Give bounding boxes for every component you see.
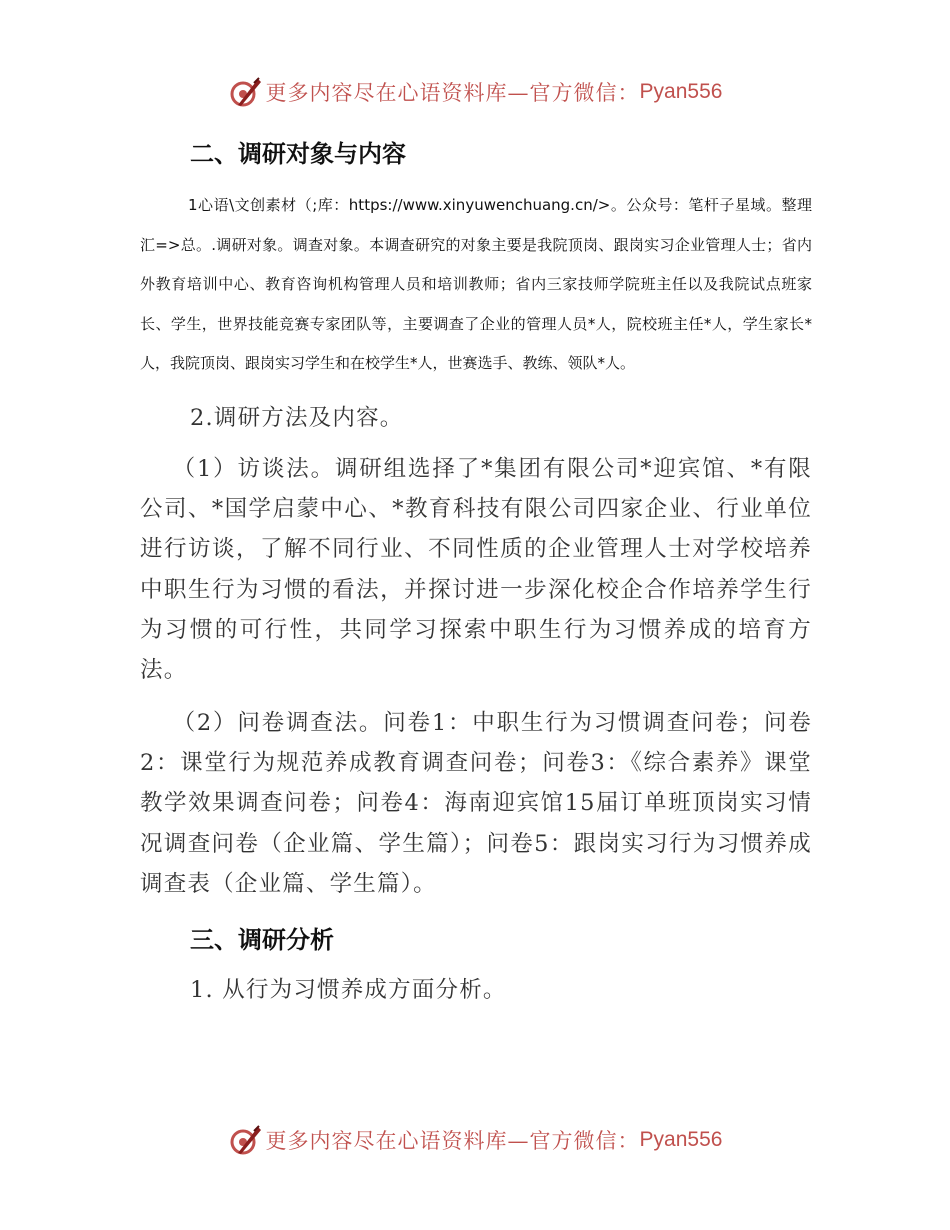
banner-text: 更多内容尽在心语资料库—官方微信：	[265, 81, 640, 105]
paragraph-research-subjects	[140, 186, 812, 384]
paragraph-text: （1）访谈法。调研组选择了*集团有限公司*迎宾馆、*有限公司、*国学启蒙中心、*教育科技有限公司四家企业、行业单位进行访谈，了解不同行业、不同性质的企业管理人士对学校培养中职生行为习惯的看法，并探讨进一步深化校企合作培养学生行为习惯的可行性，共同学习探索中职生行为习惯养成的培育方法。	[140, 456, 812, 684]
paragraph-interview-method	[140, 449, 812, 690]
list-item-heading: 1. 从行为习惯养成方面分析。	[190, 977, 507, 1003]
header-banner	[0, 72, 950, 112]
banner-text: 更多内容尽在心语资料库—官方微信：	[265, 1129, 640, 1153]
footer-banner	[0, 1120, 950, 1160]
quill-logo-icon	[228, 1123, 262, 1157]
paragraph-questionnaire-method	[140, 703, 812, 904]
paragraph-text: （2）问卷调查法。问卷1：中职生行为习惯调查问卷；问卷2：课堂行为规范养成教育调查问卷；问卷3：《综合素养》课堂教学效果调查问卷；问卷4：海南迎宾馆15届订单班顶岗实习情况调查问卷（企业篇、学生篇）；问卷5：跟岗实习行为习惯养成调查表（企业篇、学生篇）。	[140, 710, 812, 897]
list-item-heading: 2.调研方法及内容。	[190, 405, 404, 431]
section-heading: 三、调研分析	[190, 926, 334, 954]
banner-wechat-id: Pyan556	[639, 1128, 723, 1151]
paragraph-text: 1心语\文创素材（;库：https://www.xinyuwenchuang.cn/>。公众号：笔杆子星域。整理汇=>总。.调研对象。调查对象。本调查研究的对象主要是我院顶岗、跟岗实习企业管理人士；省内外教育培训中心、教育咨询机构管理人员和培训教师；省内三家技师学院班主任以及我院试点班家长、学生，世界技能竞赛专家团队等，主要调查了企业的管理人员*人，院校班主任*人，学生家长*人，我院顶岗、跟岗实习学生和在校学生*人，世赛选手、教练、领队*人。	[140, 196, 812, 373]
quill-logo-icon	[228, 75, 262, 109]
section-heading: 二、调研对象与内容	[190, 140, 406, 168]
banner-wechat-id: Pyan556	[639, 80, 723, 103]
